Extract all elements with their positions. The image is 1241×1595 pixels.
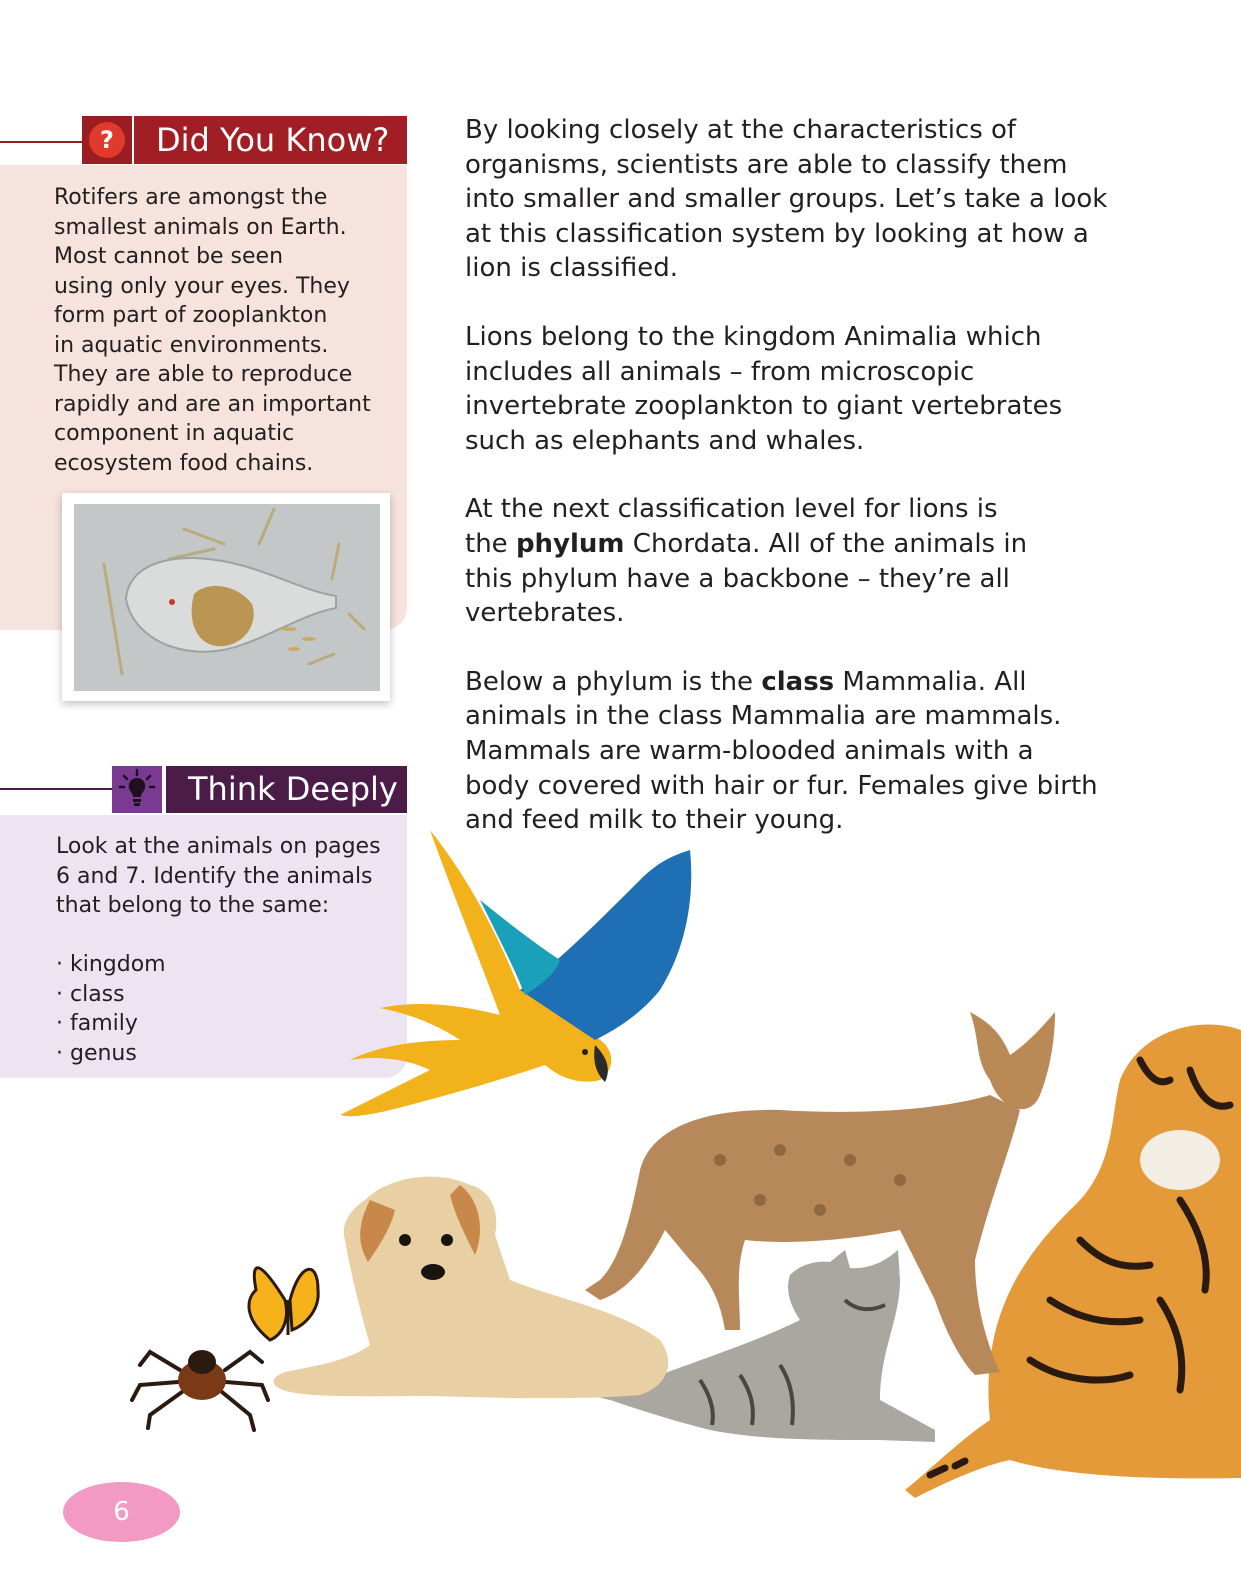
term-phylum: phylum [515, 528, 625, 559]
list-item: · genus [56, 1040, 137, 1066]
list-item: · class [56, 981, 125, 1007]
did-you-know-text: Rotifers are amongst the smallest animals on Earth. Most cannot be seen using only your eyes. They form part of zooplankton in aquatic environments. They are able to reproduce rapidly and are an important component in aquatic ecosystem food chains. [54, 185, 371, 476]
think-deeply-text: Look at the animals on pages 6 and 7. Identify the animals that belong to the same: [56, 834, 381, 918]
paragraph-1: By looking closely at the characteristics of organisms, scientists are able to classify them into smaller and smaller groups. Let’s take a look at this classification system by looking at how a lion is classified. [465, 115, 1108, 284]
tarantula-image [132, 1350, 268, 1430]
butterfly-image [249, 1268, 318, 1340]
paragraph-2: Lions belong to the kingdom Animalia which includes all animals – from microscopic invertebrate zooplankton to giant vertebrates such as elephants and whales. [465, 321, 1063, 456]
paragraph-3: At the next classification level for lions is the phylum Chordata. All of the animals in this phylum have a backbone – they’re all vertebrates. [465, 494, 1028, 629]
think-deeply-title: Think Deeply [166, 766, 407, 813]
did-you-know-title: Did You Know? [134, 116, 407, 164]
term-class: class [761, 666, 835, 697]
paragraph-4: Below a phylum is the class Mammalia. All animals in the class Mammalia are mammals. Mammals are warm-blooded animals with a body covered with hair or fur. Females give birth and feed milk to their young. [465, 666, 1098, 836]
page-number: 6 [63, 1482, 180, 1542]
list-item: · family [56, 1011, 138, 1036]
list-item: · kingdom [56, 952, 166, 977]
question-mark-icon: ? [89, 122, 125, 158]
macaw-image [340, 830, 691, 1116]
